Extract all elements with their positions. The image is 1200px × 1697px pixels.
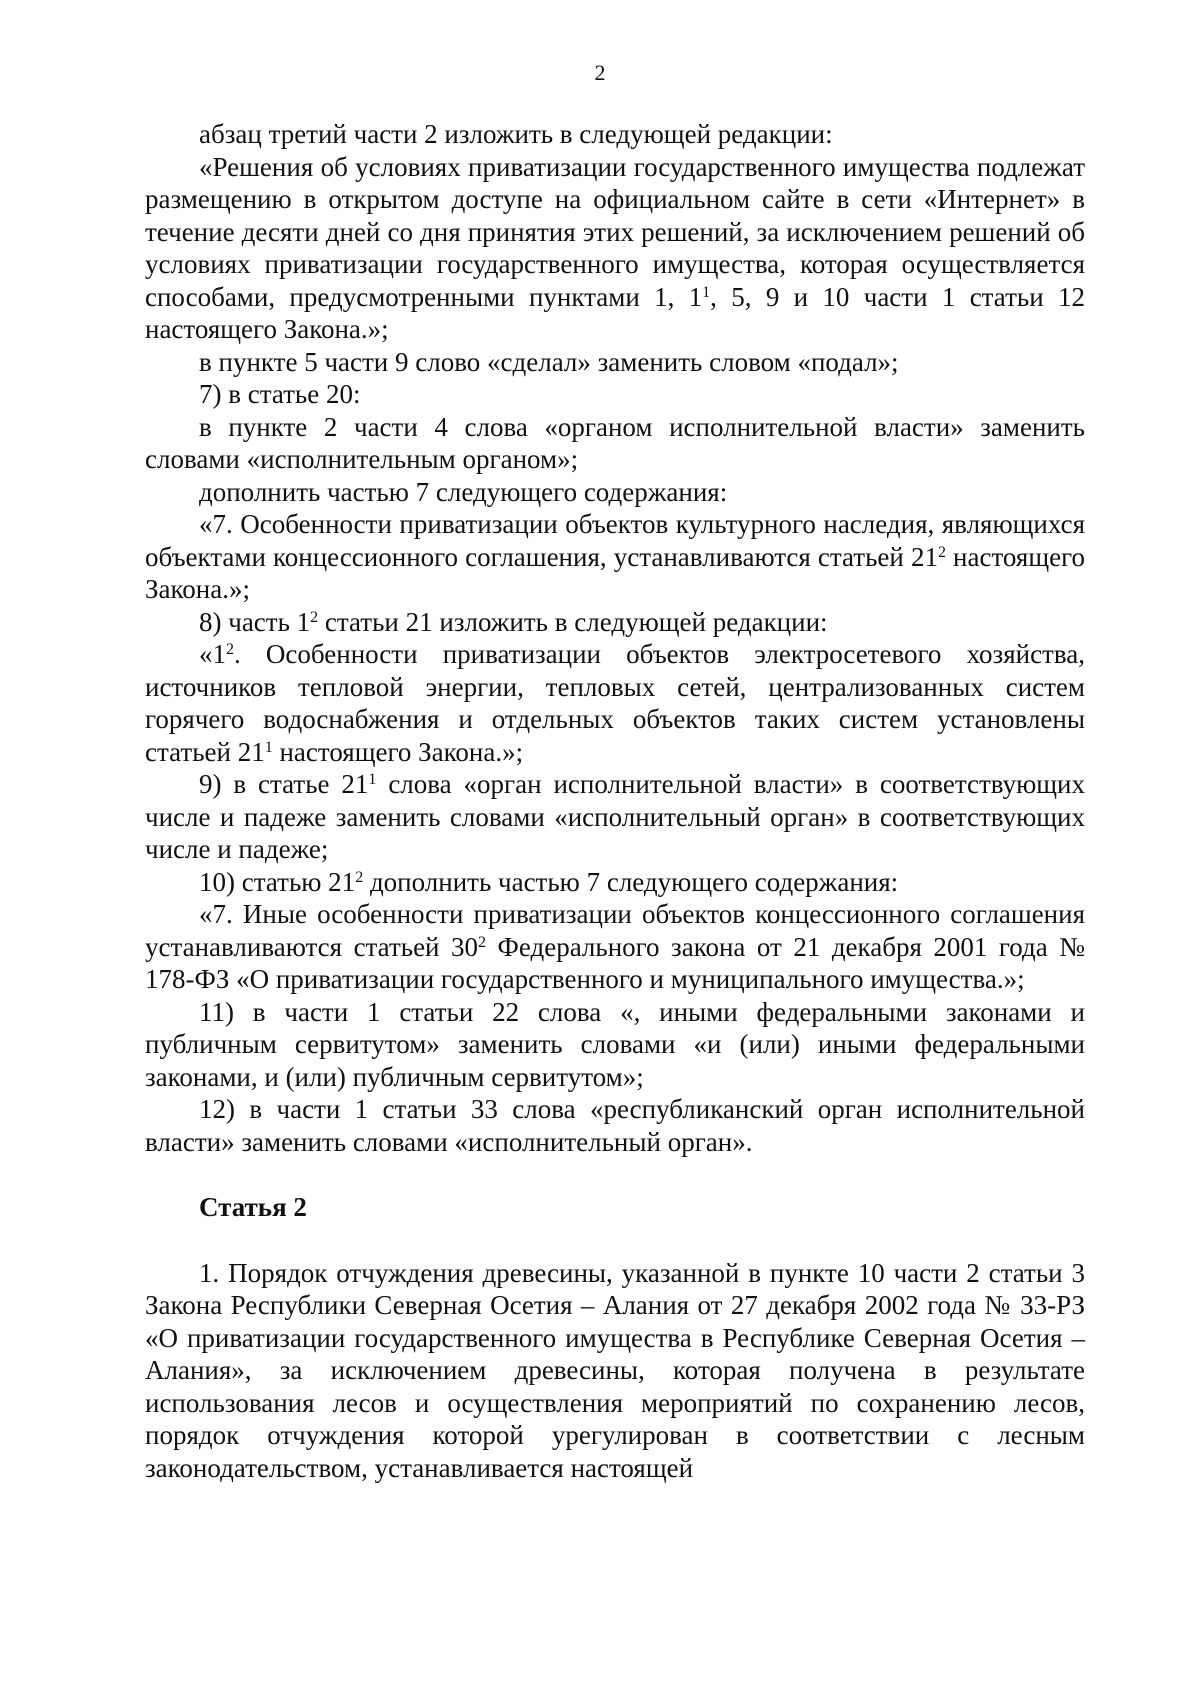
paragraph: 12) в части 1 статьи 33 слова «республиканский орган исполнительной власти» заменить словами «исполнительный орган». [145, 1094, 1085, 1157]
superscript: 2 [478, 933, 487, 951]
paragraph: «7. Особенности приватизации объектов культурного наследия, являющихся объектами концессионного соглашения, устанавливаются статьей $21^2$ настоящего Закона.»; [145, 509, 1085, 604]
superscript: 2 [937, 543, 946, 561]
paragraph: 8) часть $1^2$ статьи 21 изложить в следующей редакции: [199, 606, 828, 637]
superscript: 1 [702, 283, 711, 301]
paragraph: абзац третий части 2 изложить в следующей редакции: [199, 119, 833, 149]
paragraph: 1. Порядок отчуждения древесины, указанной в пункте 10 части 2 статьи 3 Закона Республики Северная Осетия – Алания от 27 декабря 2002 года № 33-РЗ «О приватизации государственного имущества в Республике Северная Осетия – Алания», за исключением древесины, которая получена в результате использования лесов и осуществления мероприятий по сохранению лесов, порядок отчуждения которой урегулирован в соответствии с лесным законодательством, устанавливается настоящей [145, 1257, 1085, 1483]
paragraph: 7) в статье 20: [199, 379, 361, 409]
document-body [145, 118, 1085, 1484]
paragraph: «$1^2$. Особенности приватизации объектов электросетевого хозяйства, источников тепловой энергии, тепловых сетей, централизованных систем горячего водоснабжения и отдельных объектов таких систем установлены статьей $21^1$ настоящего Закона.»; [145, 639, 1085, 767]
paragraph: дополнить частью 7 следующего содержания: [199, 476, 728, 507]
superscript: 1 [264, 738, 273, 756]
paragraph: 11) в части 1 статьи 22 слова «, иными федеральными законами и публичным сервитутом» заменить словами «и (или) иными федеральными законами, и (или) публичным сервитутом»; [145, 996, 1085, 1092]
superscript: 1 [368, 771, 377, 788]
superscript: 2 [355, 868, 364, 886]
paragraph: «7. Иные особенности приватизации объектов концессионного соглашения устанавливаются статьей $30^2$ Федерального закона от 21 декабря 2001 года № 178-ФЗ «О приватизации государственного и муниципального имущества.»; [145, 899, 1085, 994]
paragraph: 10) статью $21^2$ дополнить частью 7 следующего содержания: [199, 866, 899, 897]
superscript: 2 [310, 608, 319, 626]
paragraph: в пункте 2 части 4 слова «органом исполнительной власти» заменить словами «исполнительным органом»; [145, 411, 1085, 474]
page-number: 2 [594, 60, 606, 85]
superscript: 2 [226, 641, 234, 658]
paragraph: 9) в статье $21^1$ слова «орган исполнительной власти» в соответствующих числе и падеже заменить словами «исполнительный орган» в соответствующих числе и падеже; [145, 769, 1085, 864]
paragraph: «Решения об условиях приватизации государственного имущества подлежат размещению в открытом доступе на официальном сайте в сети «Интернет» в течение десяти дней со дня принятия этих решений, за исключением решений об условиях приватизации государственного имущества, которая осуществляется способами, предусмотренными пунктами 1, $1^1$, 5, 9 и 10 части 1 статьи 12 настоящего Закона.»; [145, 151, 1085, 344]
article-heading: Статья 2 [199, 1192, 307, 1222]
paragraph: в пункте 5 части 9 слово «сделал» заменить словом «подал»; [199, 346, 899, 377]
